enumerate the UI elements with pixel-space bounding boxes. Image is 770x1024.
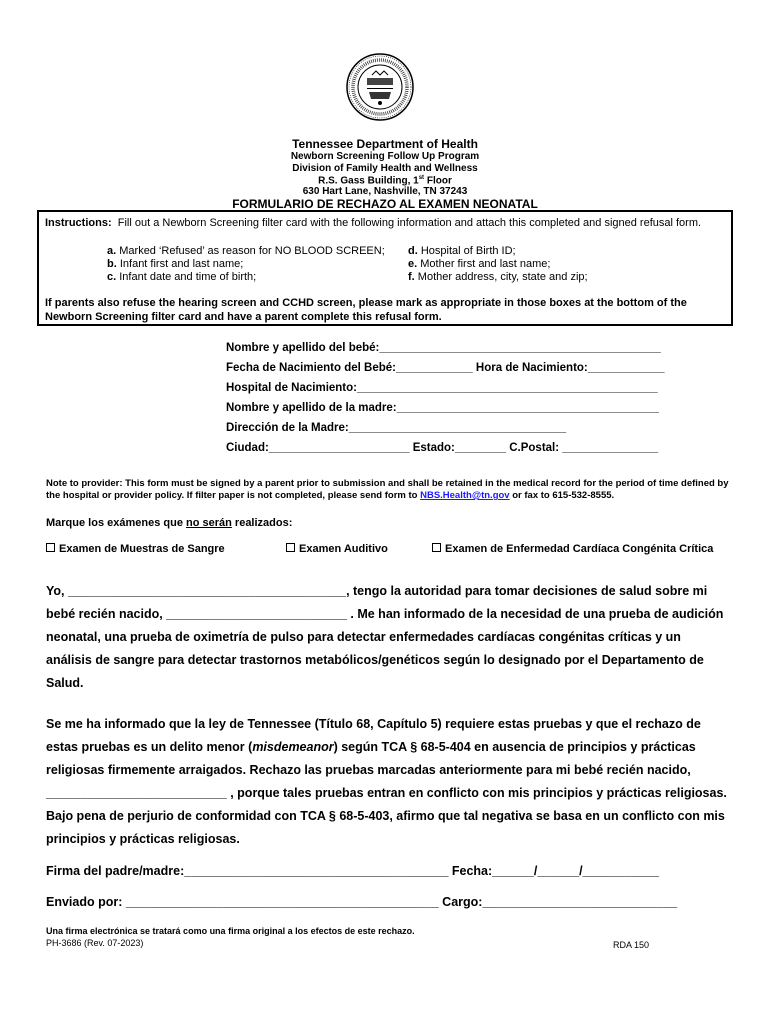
checkbox-icon[interactable] (286, 543, 295, 552)
sent-by-line[interactable]: Enviado por: _____________________________________________ Cargo:____________________________ (46, 895, 678, 909)
hospital-field[interactable]: Hospital de Nacimiento:_______________________________________________ (226, 382, 658, 394)
tennessee-seal-icon (345, 52, 415, 122)
refusal-statement: Se me ha informado que la ley de Tennessee (Título 68, Capítulo 5) requiere estas pruebas y que el rechazo de estas pruebas es un delito menor (misdemeanor) según TCA § 68-5-404 en ausencia de principios y prácticas religiosas firmemente arraigados. Rechazo las pruebas marcadas anteriormente para mi bebé recién nacido, __________________________ , porque tales pruebas entran en conflicto con mis principios y prácticas religiosas. Bajo pena de perjurio de conformidad con TCA § 68-5-403, afirmo que tal negativa se basa en un conflicto con mis principios y prácticas religiosas. (46, 717, 727, 846)
mother-address-field[interactable]: Dirección de la Madre:__________________________________ (226, 422, 567, 434)
provider-note: Note to provider: This form must be signed by a parent prior to submission and shall be retained in the medical record for the period of time defined by the hospital or provider policy. If filter paper is not completed, please send form to NBS.Health@tn.gov or fax to 615-532-8555. (46, 478, 729, 501)
instruction-item: b. Infant first and last name; (107, 258, 244, 270)
city-state-zip-field[interactable]: Ciudad:______________________ Estado:________ C.Postal: _______________ (226, 442, 659, 454)
building-line: R.S. Gass Building, 1st Floor (318, 175, 452, 187)
program-name: Newborn Screening Follow Up Program (290, 151, 480, 162)
form-title: FORMULARIO DE RECHAZO AL EXAMEN NEONATAL (232, 197, 538, 211)
instruction-item: f. Mother address, city, state and zip; (408, 271, 588, 283)
instruction-item: a. Marked ‘Refused’ as reason for NO BLOOD SCREEN; (107, 245, 385, 257)
instructions-line: Instructions: Fill out a Newborn Screening filter card with the following information and attach this completed and signed refusal form. (45, 217, 702, 229)
department-name: Tennessee Department of Health (292, 137, 478, 151)
mother-name-field[interactable]: Nombre y apellido de la madre:_________________________________________ (226, 402, 659, 414)
parents-note: If parents also refuse the hearing screen and CCHD screen, please mark as appropriate in those boxes at the bottom of the Newborn Screening filter card and have a parent complete this refusal form. (45, 297, 687, 323)
checkbox-icon[interactable] (432, 543, 441, 552)
baby-name-field[interactable]: Nombre y apellido del bebé:____________________________________________ (226, 342, 661, 354)
cchd-exam-checkbox[interactable]: Examen de Enfermedad Cardíaca Congénita Crítica (432, 543, 713, 555)
rda-number: RDA 150 (613, 940, 650, 950)
hearing-exam-checkbox[interactable]: Examen Auditivo (286, 543, 388, 555)
instruction-item: d. Hospital of Birth ID; (408, 245, 516, 257)
division-name: Division of Family Health and Wellness (292, 163, 478, 174)
birth-date-field[interactable]: Fecha de Nacimiento del Bebé:____________ Hora de Nacimiento:____________ (226, 362, 665, 374)
electronic-signature-note: Una firma electrónica se tratará como una firma original a los efectos de este rechazo. (46, 926, 415, 936)
address-line: 630 Hart Lane, Nashville, TN 37243 (302, 186, 468, 197)
form-number: PH-3686 (Rev. 07-2023) (46, 938, 144, 948)
instruction-item: e. Mother first and last name; (408, 258, 551, 270)
checkbox-icon[interactable] (46, 543, 55, 552)
authority-statement: Yo, ________________________________________, tengo la autoridad para tomar decisiones de salud sobre mi bebé recién nacido, __________________________ . Me han informado de la necesidad de una prueba de audición neonatal, una prueba de oximetría de pulso para detectar enfermedades cardíacas congénitas críticas y un análisis de sangre para detectar trastornos metabólicos/genéticos según lo designado por el Departamento de Salud. (46, 584, 724, 690)
instruction-item: c. Infant date and time of birth; (107, 271, 257, 283)
exams-prompt: Marque los exámenes que no serán realizados: (46, 517, 293, 529)
email-link[interactable]: NBS.Health@tn.gov (420, 490, 510, 501)
parent-signature-line[interactable]: Firma del padre/madre:______________________________________ Fecha:______/______/___________ (46, 864, 660, 878)
blood-exam-checkbox[interactable]: Examen de Muestras de Sangre (46, 543, 225, 555)
